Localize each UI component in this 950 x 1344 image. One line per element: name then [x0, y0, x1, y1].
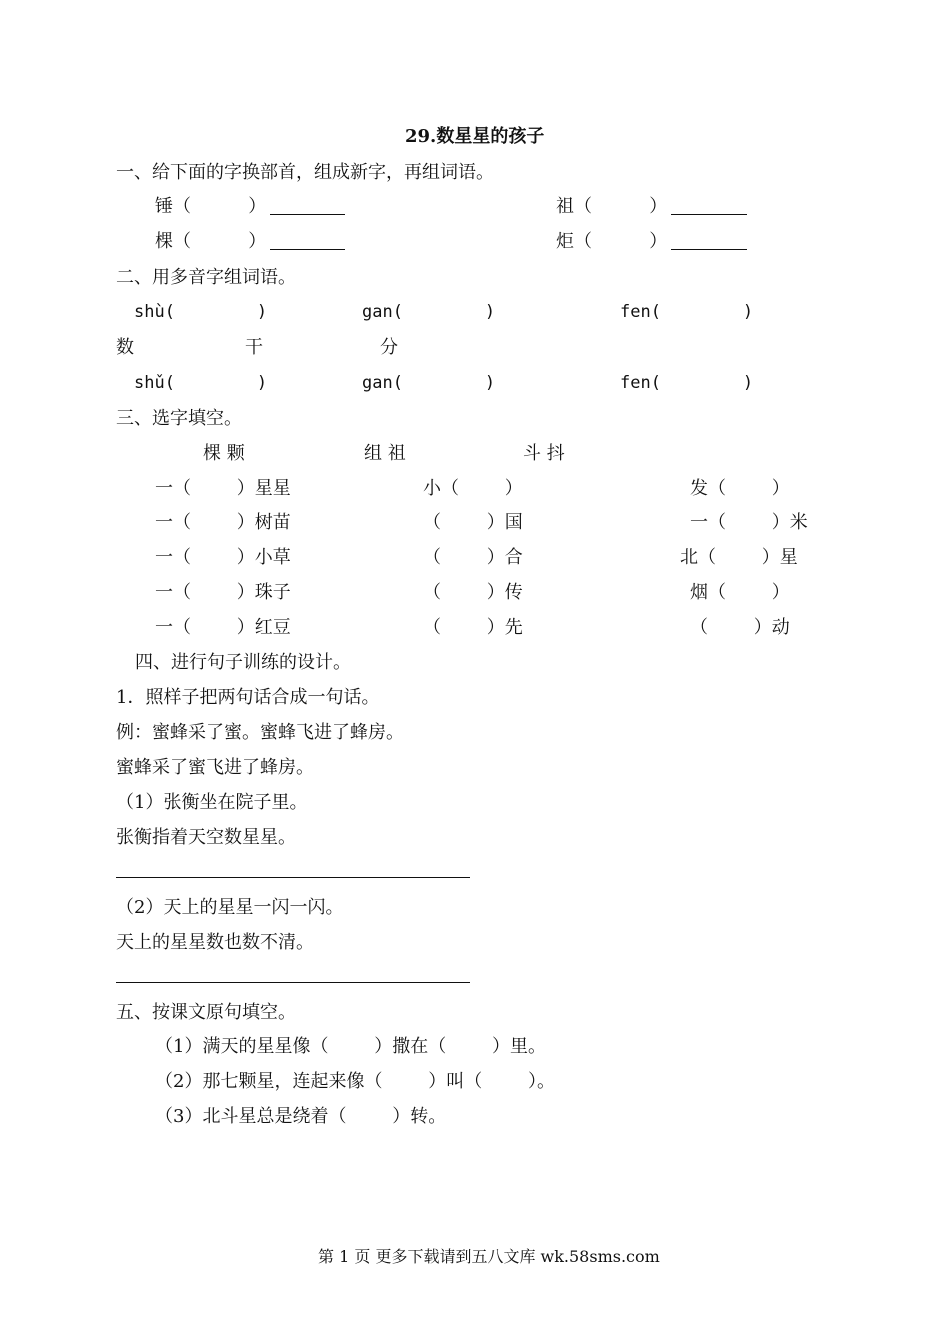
s1-blank-4[interactable]	[671, 249, 747, 250]
s4-q1-a: （1）张衡坐在院子里。	[116, 792, 308, 813]
section5-heading: 五、按课文原句填空。	[116, 1002, 296, 1023]
s3-col1-1: 一（ ）星星	[155, 478, 291, 499]
s3-choice-3: 斗 抖	[523, 443, 565, 464]
s3-choice-1: 棵 颗	[203, 443, 245, 464]
s3-col2-3: （ ）合	[423, 547, 523, 568]
s1-item-4: 炬（ ）	[556, 231, 668, 252]
s3-col1-4: 一（ ）珠子	[155, 582, 291, 603]
s2-top-1: shù( )	[134, 302, 268, 322]
s1-blank-2[interactable]	[671, 214, 747, 215]
s3-col2-2: （ ）国	[423, 512, 523, 533]
s3-col3-5: （ ）动	[690, 617, 790, 638]
s4-answer-line-1[interactable]	[116, 877, 470, 878]
s2-top-2: gan( )	[362, 302, 496, 322]
s4-example-2: 蜜蜂采了蜜飞进了蜂房。	[116, 757, 314, 778]
s1-item-3: 棵（ ）	[155, 231, 267, 252]
section2-heading: 二、用多音字组词语。	[116, 267, 296, 288]
s3-col3-4: 烟（ ）	[690, 582, 790, 603]
s4-q2-a: （2）天上的星星一闪一闪。	[116, 897, 344, 918]
s4-q2-b: 天上的星星数也数不清。	[116, 932, 314, 953]
s1-blank-1[interactable]	[270, 214, 345, 215]
s4-answer-line-2[interactable]	[116, 982, 470, 983]
s1-item-2: 祖（ ）	[556, 196, 668, 217]
s2-bottom-2: gan( )	[362, 373, 496, 393]
section3-heading: 三、选字填空。	[116, 408, 242, 429]
s1-item-1: 锤（ ）	[155, 196, 267, 217]
s3-col3-3: 北（ ）星	[680, 547, 798, 568]
s5-item-3: （3）北斗星总是绕着（ ）转。	[155, 1106, 447, 1127]
s4-task: 1．照样子把两句话合成一句话。	[116, 687, 380, 708]
s2-top-3: fen( )	[620, 302, 754, 322]
s3-col3-2: 一（ ）米	[690, 512, 808, 533]
section1-heading: 一、给下面的字换部首，组成新字，再组词语。	[116, 162, 494, 183]
s3-col2-5: （ ）先	[423, 617, 523, 638]
s2-char-1: 数	[116, 337, 134, 358]
s3-col2-4: （ ）传	[423, 582, 523, 603]
s5-item-1: （1）满天的星星像（ ）撒在（ ）里。	[155, 1036, 546, 1057]
s2-char-2: 干	[245, 337, 263, 358]
s3-col3-1: 发（ ）	[690, 478, 790, 499]
s2-bottom-1: shǔ( )	[134, 373, 268, 393]
s3-choice-2: 组 祖	[364, 443, 406, 464]
page-title: 29.数星星的孩子	[405, 126, 545, 147]
s4-example-1: 例：蜜蜂采了蜜。蜜蜂飞进了蜂房。	[116, 722, 404, 743]
s3-col1-3: 一（ ）小草	[155, 547, 291, 568]
s5-item-2: （2）那七颗星，连起来像（ ）叫（ ）。	[155, 1071, 555, 1092]
s1-blank-3[interactable]	[270, 249, 345, 250]
s2-bottom-3: fen( )	[620, 373, 754, 393]
page-footer: 第 1 页 更多下载请到五八文库 wk.58sms.com	[318, 1247, 660, 1266]
s2-char-3: 分	[380, 337, 398, 358]
section4-heading: 四、进行句子训练的设计。	[135, 652, 351, 673]
s3-col2-1: 小（ ）	[423, 478, 523, 499]
s4-q1-b: 张衡指着天空数星星。	[116, 827, 296, 848]
s3-col1-2: 一（ ）树苗	[155, 512, 291, 533]
s3-col1-5: 一（ ）红豆	[155, 617, 291, 638]
